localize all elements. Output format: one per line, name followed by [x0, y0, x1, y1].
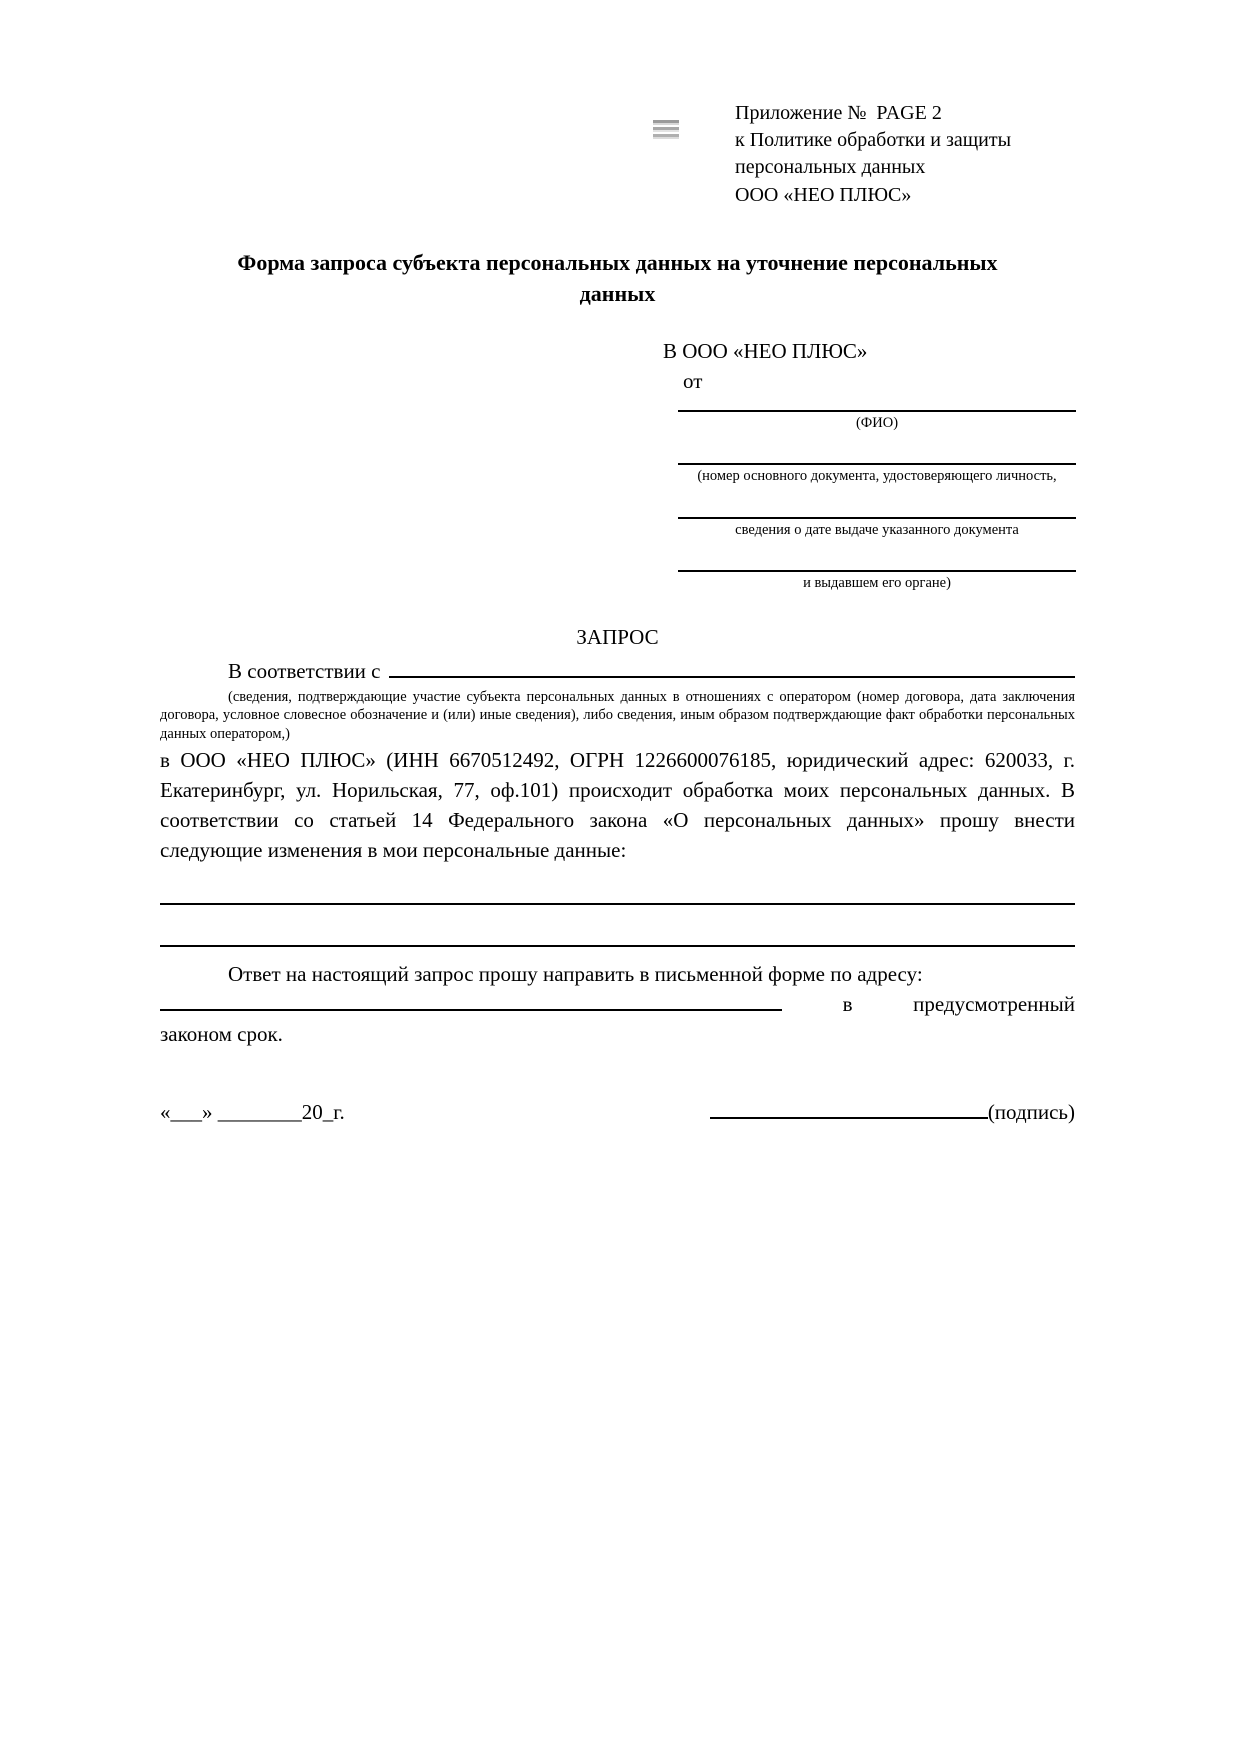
appendix-line-3: персональных данных [735, 156, 926, 179]
document-number-field-line[interactable] [678, 449, 1076, 465]
issuing-authority-field-line[interactable] [678, 556, 1076, 572]
changes-fill-line-1[interactable] [160, 865, 1075, 905]
signature-row [160, 1097, 1075, 1127]
fio-field-caption: (ФИО) [855, 414, 899, 431]
reply-tail-word-1: в [842, 992, 853, 1017]
changes-fill-line-2[interactable] [160, 905, 1075, 947]
intro-prefix: В соответствии с [228, 658, 381, 683]
document-number-field-caption: (номер основного документа, удостоверяющего личность, [697, 468, 1057, 485]
reply-paragraph [160, 959, 1075, 1049]
signature-group [710, 1097, 1075, 1127]
reply-address-fill-line[interactable] [160, 989, 782, 1011]
request-body-paragraph: в ООО «НЕО ПЛЮС» (ИНН 6670512492, ОГРН 1226600076185, юридический адрес: 620033, г. Екатеринбург, ул. Норильская, 77, оф.101) происходит обработка моих персональных данных. В соответствии со статьей 14 Федерального закона «О персональных данных» прошу внести следующие изменения в мои персональные данные: [160, 748, 1075, 863]
intro-line [160, 656, 1075, 686]
date-fill-line[interactable]: «___» ________20_г. [160, 1100, 345, 1125]
appendix-header [160, 100, 1075, 218]
fio-field [678, 396, 1076, 434]
appendix-line-4: ООО «НЕО ПЛЮС» [735, 183, 912, 206]
issue-date-field [678, 503, 1076, 541]
document-title: Форма запроса субъекта персональных данных на уточнение персональных данных [237, 250, 998, 306]
issue-date-field-caption: сведения о дате выдаче указанного документа [735, 521, 1019, 538]
fio-field-line[interactable] [678, 396, 1076, 412]
document-number-field [678, 449, 1076, 487]
intro-footnote: (сведения, подтверждающие участие субъекта персональных данных в отношениях с оператором (номер договора, дата заключения договора, условное словесное обозначение и (или) иные сведения), либо сведения, иным образом подтверждающие факт обработки персональных данных оператором,) [160, 688, 1075, 742]
reply-tail-word-2: предусмотренный [913, 992, 1075, 1017]
signature-fill-line[interactable] [710, 1097, 988, 1119]
issuing-authority-field [678, 556, 1076, 594]
striped-placeholder-icon [653, 120, 679, 141]
signature-caption: (подпись) [987, 1100, 1075, 1125]
addressee-block [160, 336, 1075, 594]
appendix-line-2: к Политике обработки и защиты [735, 129, 1012, 152]
issuing-authority-field-caption: и выдавшем его органе) [803, 575, 951, 592]
addressee-from-label: от [683, 368, 703, 393]
reply-address-line [160, 989, 1075, 1019]
addressee-to: В ООО «НЕО ПЛЮС» [663, 338, 868, 363]
request-heading: ЗАПРОС [576, 624, 659, 649]
reply-end: законом срок. [160, 1022, 283, 1047]
intro-fill-line[interactable] [389, 656, 1076, 678]
appendix-line-1: Приложение № PAGE 2 [735, 102, 942, 124]
reply-lead: Ответ на настоящий запрос прошу направить в письменной форме по адресу: [228, 962, 923, 987]
appendix-block [735, 100, 1011, 209]
issue-date-field-line[interactable] [678, 503, 1076, 519]
